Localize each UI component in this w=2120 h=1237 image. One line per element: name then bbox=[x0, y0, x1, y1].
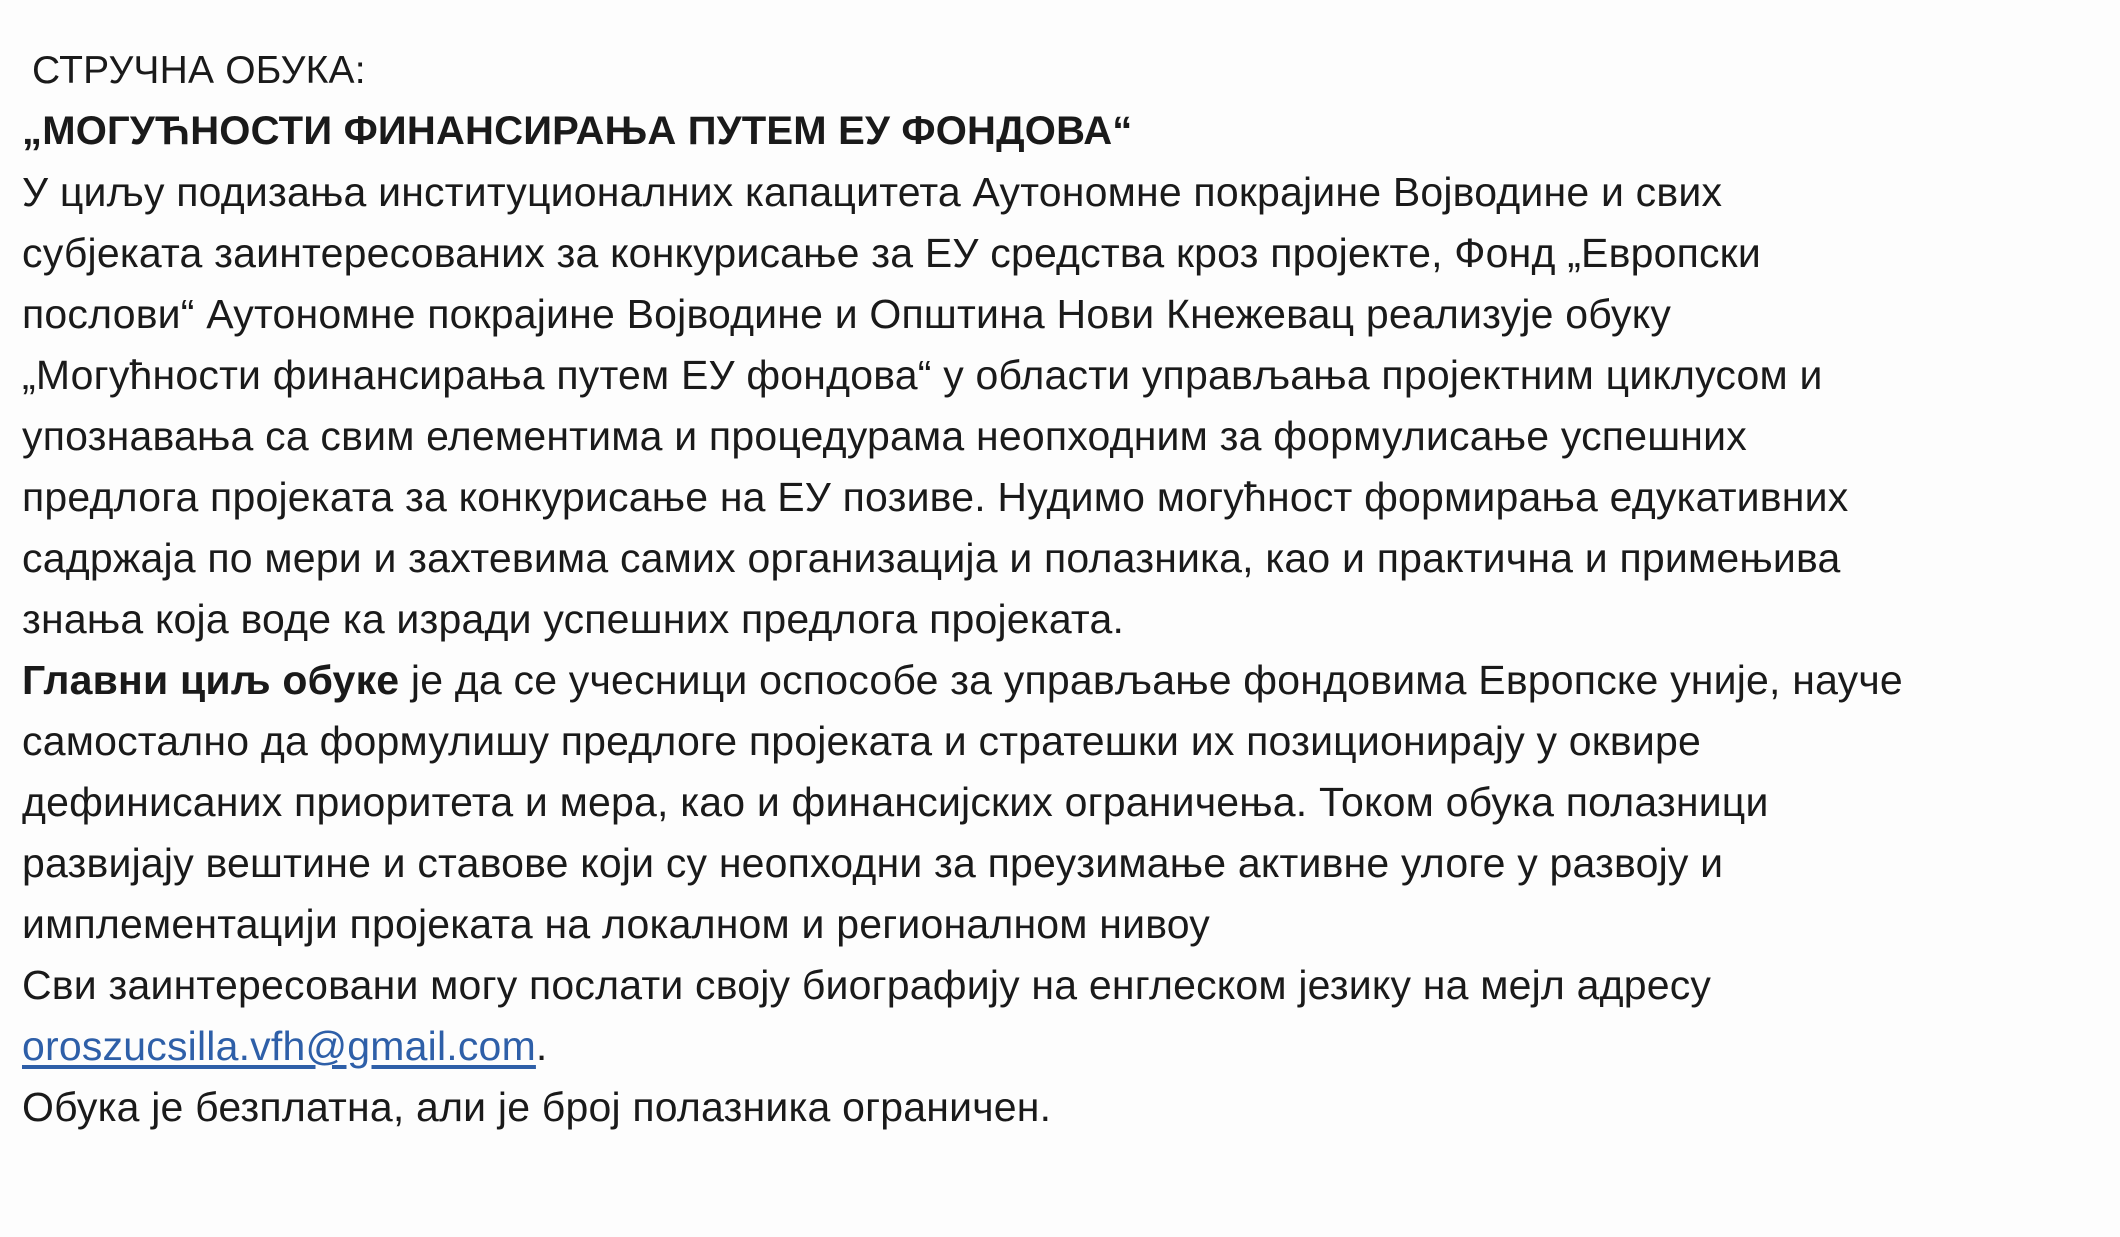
goal-line: имплементацији пројеката на локалном и регионалном нивоу bbox=[22, 901, 1210, 947]
goal-first-line-text: је да се учесници оспособе за управљање фондовима Европске уније, науче bbox=[399, 657, 1903, 703]
course-label: СТРУЧНА ОБУКА: bbox=[32, 49, 366, 92]
email-link[interactable]: oroszucsilla.vfh@gmail.com bbox=[22, 1023, 536, 1069]
intro-line: знања која воде ка изради успешних предлога пројеката. bbox=[22, 596, 1125, 642]
contact-text: Сви заинтересовани могу послати своју биографију на енглеском језику на мејл адресу bbox=[22, 962, 1712, 1008]
document-body bbox=[22, 40, 2102, 1138]
goal-line: самостално да формулишу предлоге пројеката и стратешки их позиционирају у оквире bbox=[22, 718, 1702, 764]
goal-line: дефинисаних приоритета и мера, као и финансијских ограничења. Током обука полазници bbox=[22, 779, 1769, 825]
intro-line: садржаја по мери и захтевима самих организација и полазника, као и практична и примењива bbox=[22, 535, 1841, 581]
email-suffix: . bbox=[535, 1023, 548, 1069]
contact-email-line bbox=[22, 1016, 2102, 1077]
goal-label: Главни циљ обуке bbox=[22, 657, 400, 703]
intro-line: субјеката заинтересованих за конкурисање за ЕУ средства кроз пројекте, Фонд „Европски bbox=[22, 230, 1761, 276]
goal-paragraph bbox=[22, 650, 2102, 955]
intro-line: „Могућности финансирања путем ЕУ фондова“ у области управљања пројектним циклусом и bbox=[22, 352, 1823, 398]
goal-first-line bbox=[22, 650, 2102, 711]
intro-line: предлога пројеката за конкурисање на ЕУ позиве. Нудимо могућност формирања едукативних bbox=[22, 474, 1849, 520]
intro-line: упознавања са свим елементима и процедурама неопходним за формулисање успешних bbox=[22, 413, 1747, 459]
goal-line: развијају вештине и ставове који су неопходни за преузимање активне улоге у развоју и bbox=[22, 840, 1724, 886]
intro-line: У циљу подизања институционалних капацитета Аутономне покрајине Војводине и свих bbox=[22, 169, 1723, 215]
contact-paragraph bbox=[22, 955, 2102, 1077]
free-course-note: Обука је безплатна, али је број полазника ограничен. bbox=[22, 1084, 1052, 1130]
course-title: „МОГУЋНОСТИ ФИНАНСИРАЊА ПУТЕМ ЕУ ФОНДОВА“ bbox=[22, 109, 1133, 153]
intro-paragraph bbox=[22, 162, 2102, 650]
intro-line: послови“ Аутономне покрајине Војводине и Општина Нови Кнежевац реализује обуку bbox=[22, 291, 1672, 337]
